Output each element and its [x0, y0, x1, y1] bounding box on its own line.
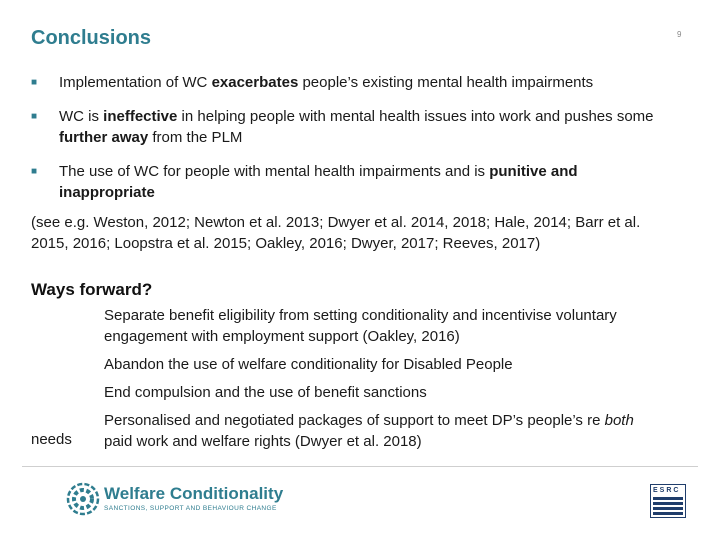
esrc-emblem-icon: [653, 497, 683, 517]
slide-title: Conclusions: [31, 27, 152, 49]
footer-divider: [22, 466, 698, 467]
ways-forward-item: Personalised and negotiated packages of support to meet DP’s people’s re both paid work and welfare rights (Dwyer et al. 2018): [104, 412, 634, 450]
square-bullet-icon: ■: [31, 166, 38, 177]
bullet-text: The use of WC for people with mental health impairments and is punitive and inappropriate: [59, 163, 578, 201]
ways-forward-item: Separate benefit eligibility from setting conditionality and incentivise voluntary engagement with employment support (Oakley, 2016): [104, 307, 617, 345]
bullet-text: Implementation of WC exacerbates people’s existing mental health impairments: [59, 74, 594, 91]
esrc-logo: [650, 484, 686, 518]
ways-forward-heading: Ways forward?: [31, 280, 153, 299]
logo-tagline: SANCTIONS, SUPPORT AND BEHAVIOUR CHANGE: [104, 505, 277, 512]
welfare-conditionality-logo: [66, 482, 296, 518]
esrc-letters: ESRC: [653, 487, 681, 494]
square-bullet-icon: ■: [31, 77, 38, 88]
wheel-logo-icon: [66, 482, 100, 516]
logo-name: Welfare Conditionality: [104, 484, 284, 503]
needs-label: needs: [31, 431, 72, 448]
ways-forward-item: Abandon the use of welfare conditionality for Disabled People: [104, 356, 513, 373]
ways-forward-item: End compulsion and the use of benefit sanctions: [104, 384, 427, 401]
slide-number: 9: [677, 30, 682, 39]
references-text: (see e.g. Weston, 2012; Newton et al. 2013; Dwyer et al. 2014, 2018; Hale, 2014; Barr et al. 2015, 2016; Loopstra et al. 2015; Oakley, 2016; Dwyer, 2017; Reeves, 2017): [31, 214, 641, 252]
square-bullet-icon: ■: [31, 111, 38, 122]
bullet-text: WC is ineffective in helping people with mental health issues into work and pushes some further away from the PLM: [59, 108, 654, 146]
